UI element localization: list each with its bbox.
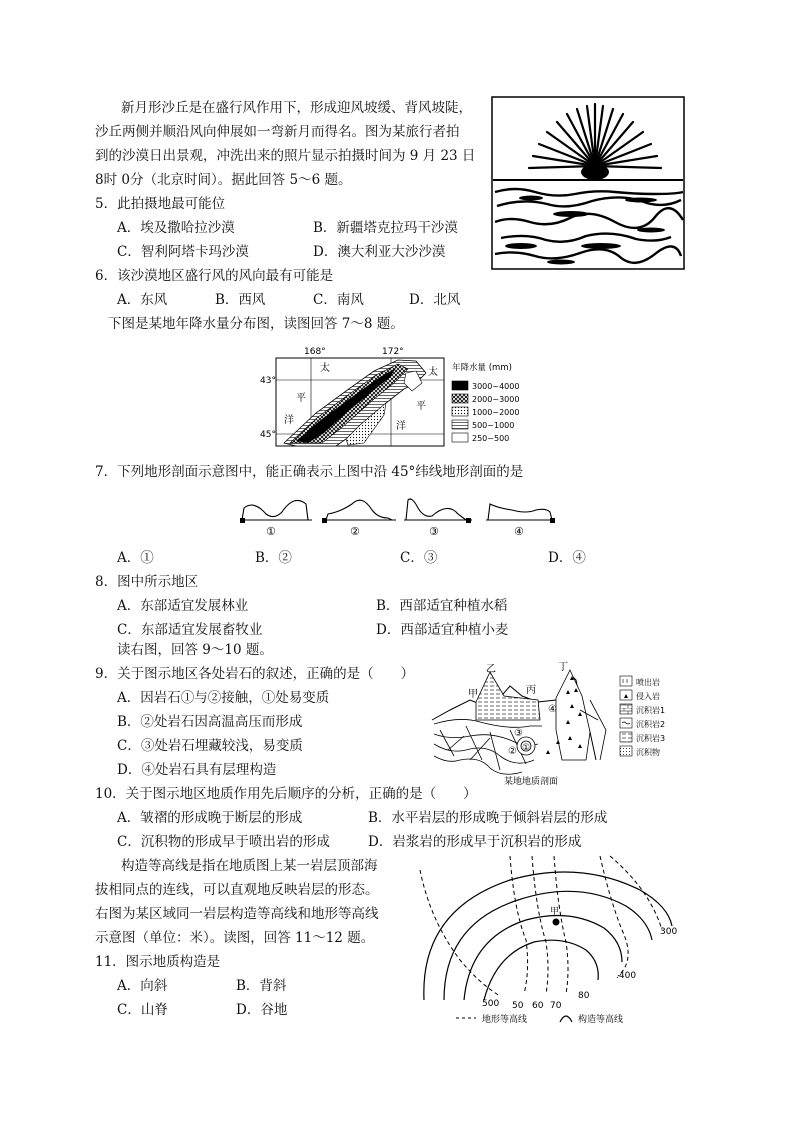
contour-legend-solid: 构造等高线 [578,1015,624,1025]
profile-label-1: ① [266,525,276,538]
contour-400: .400 [616,971,637,981]
q11-stem: 11．图示地质构造是 [95,954,221,970]
map-lon-172: 172° [382,347,404,357]
map-lon-168: 168° [304,347,326,357]
profile-label-3: ③ [429,525,439,538]
map-ping-1: 平 [296,393,306,404]
q11-option-d[interactable]: D．谷地 [236,1002,288,1018]
contour-intro-2: 拔相同点的连线，可以直观地反映岩层的形态。 [95,882,379,898]
intro-line-3: 到的沙漠日出景观，冲洗出来的照片显示拍摄时间为 9 月 23 日 [95,148,476,164]
geo-num-3: ① [522,743,531,753]
contour-60: 60 [532,1001,544,1011]
geo-label-jia: 甲 [468,689,478,700]
q6-stem: 6．该沙漠地区盛行风的风向最有可能是 [95,268,334,284]
intro-line-2: 沙丘两侧并顺沿风向伸展如一弯新月而得名。图为某旅行者拍 [95,124,460,140]
q11-option-b[interactable]: B．背斜 [236,978,287,994]
contour-500: 500 [482,999,500,1009]
q8-option-a[interactable]: A．东部适宜发展林业 [117,598,249,614]
map-legend-4: 250~500 [472,434,510,443]
contour-intro-3: 右图为某区域同一岩层构造等高线和地形等高线 [95,906,379,922]
map-tai-2: 太 [428,367,438,378]
geo-intro: 读右图，回答 9～10 题。 [117,642,273,658]
q8-option-d[interactable]: D．西部适宜种植小麦 [376,622,509,638]
q9-stem: 9．关于图示地区各处岩石的叙述，正确的是（ ） [95,666,415,682]
geo-legend-3: 沉积岩2 [636,720,666,729]
contour-70: 70 [550,1001,562,1011]
contour-intro-1: 构造等高线是指在地质图上某一岩层顶部海 [121,858,378,874]
sunrise-photo [491,96,685,270]
geologic-section [430,660,680,790]
contour-legend-dash: 地形等高线 [482,1015,528,1025]
geo-label-ding: 丁 [558,662,568,673]
map-ping-2: 平 [416,401,426,412]
contour-map [400,850,700,1028]
q10-option-d[interactable]: D．岩浆岩的形成早于沉积岩的形成 [368,834,582,850]
profile-figures [236,490,562,538]
geo-legend-0: 喷出岩 [636,678,660,687]
q11-option-c[interactable]: C．山脊 [117,1002,168,1018]
map-yang-1: 洋 [284,415,294,426]
geo-legend-1: 侵入岩 [636,692,660,701]
q10-stem: 10．关于图示地区地质作用先后顺序的分析，正确的是（ ） [95,786,477,802]
q10-option-b[interactable]: B．水平岩层的形成晚于倾斜岩层的形成 [368,810,608,826]
q6-option-c[interactable]: C．南风 [313,292,364,308]
map-legend-2: 1000~2000 [472,408,520,417]
map-yang-2: 洋 [396,421,406,432]
q7-option-c[interactable]: C．③ [400,550,438,566]
geo-label-yi: 乙 [486,664,496,675]
q8-stem: 8．图中所示地区 [95,574,199,590]
contour-300: 300 [660,927,678,937]
q7-stem: 7．下列地形剖面示意图中，能正确表示上图中沿 45°纬线地形剖面的是 [95,464,524,480]
q11-option-a[interactable]: A．向斜 [117,978,168,994]
q7-option-d[interactable]: D．④ [548,550,586,566]
map-tai-1: 太 [320,363,330,374]
q9-option-b[interactable]: B．②处岩石因高温高压而形成 [117,714,303,730]
map-lat-43: 43° [260,376,276,386]
q6-option-b[interactable]: B．西风 [215,292,266,308]
contour-jia: 甲 [550,907,560,917]
contour-50: 50 [512,1001,524,1011]
q5-option-b[interactable]: B．新疆塔克拉玛干沙漠 [313,220,458,236]
q8-option-c[interactable]: C．东部适宜发展畜牧业 [117,622,263,638]
contour-intro-4: 示意图（单位：米）。读图，回答 11～12 题。 [95,930,375,946]
q6-option-a[interactable]: A．东风 [117,292,168,308]
q9-option-a[interactable]: A．因岩石①与②接触，①处易变质 [117,690,330,706]
profile-label-2: ② [350,525,360,538]
map-legend-0: 3000~4000 [472,382,520,391]
geo-legend-5: 沉积物 [636,748,660,757]
q5-stem: 5．此拍摄地最可能位 [95,196,226,212]
geo-caption: 某地地质剖面 [504,777,559,787]
q8-option-b[interactable]: B．西部适宜种植水稻 [376,598,508,614]
geo-legend-4: 沉积岩3 [636,734,666,743]
map-legend-title: 年降水量 (mm) [452,363,512,373]
map-lat-45: 45° [260,430,276,440]
q6-option-d[interactable]: D．北风 [409,292,461,308]
geo-num-1: ③ [514,728,523,739]
map-legend-3: 500~1000 [472,421,515,430]
q5-option-d[interactable]: D．澳大利亚大沙沙漠 [313,244,446,260]
geo-legend-2: 沉积岩1 [636,706,666,715]
q5-option-a[interactable]: A．埃及撒哈拉沙漠 [117,220,235,236]
q5-option-c[interactable]: C．智利阿塔卡玛沙漠 [117,244,249,260]
intro-line-1: 新月形沙丘是在盛行风作用下，形成迎风坡缓、背风坡陡， [121,100,472,116]
geo-label-bing: 丙 [526,685,536,696]
map-legend-1: 2000~3000 [472,395,520,404]
q7-option-a[interactable]: A．① [117,550,154,566]
geo-num-4: ④ [548,704,557,715]
contour-80: 80 [578,991,590,1001]
q9-option-d[interactable]: D．④处岩石具有层理构造 [117,762,277,778]
q7-option-b[interactable]: B．② [255,550,292,566]
profile-label-4: ④ [514,525,524,538]
q10-option-c[interactable]: C．沉积物的形成早于喷出岩的形成 [117,834,330,850]
map-intro: 下图是某地年降水量分布图，读图回答 7～8 题。 [108,316,404,332]
geo-num-2: ② [508,746,517,757]
intro-line-4: 8时 0分（北京时间）。据此回答 5～6 题。 [95,172,352,188]
q9-option-c[interactable]: C．③处岩石埋藏较浅，易变质 [117,738,303,754]
q10-option-a[interactable]: A．皱褶的形成晚于断层的形成 [117,810,303,826]
rainfall-map [256,343,546,451]
